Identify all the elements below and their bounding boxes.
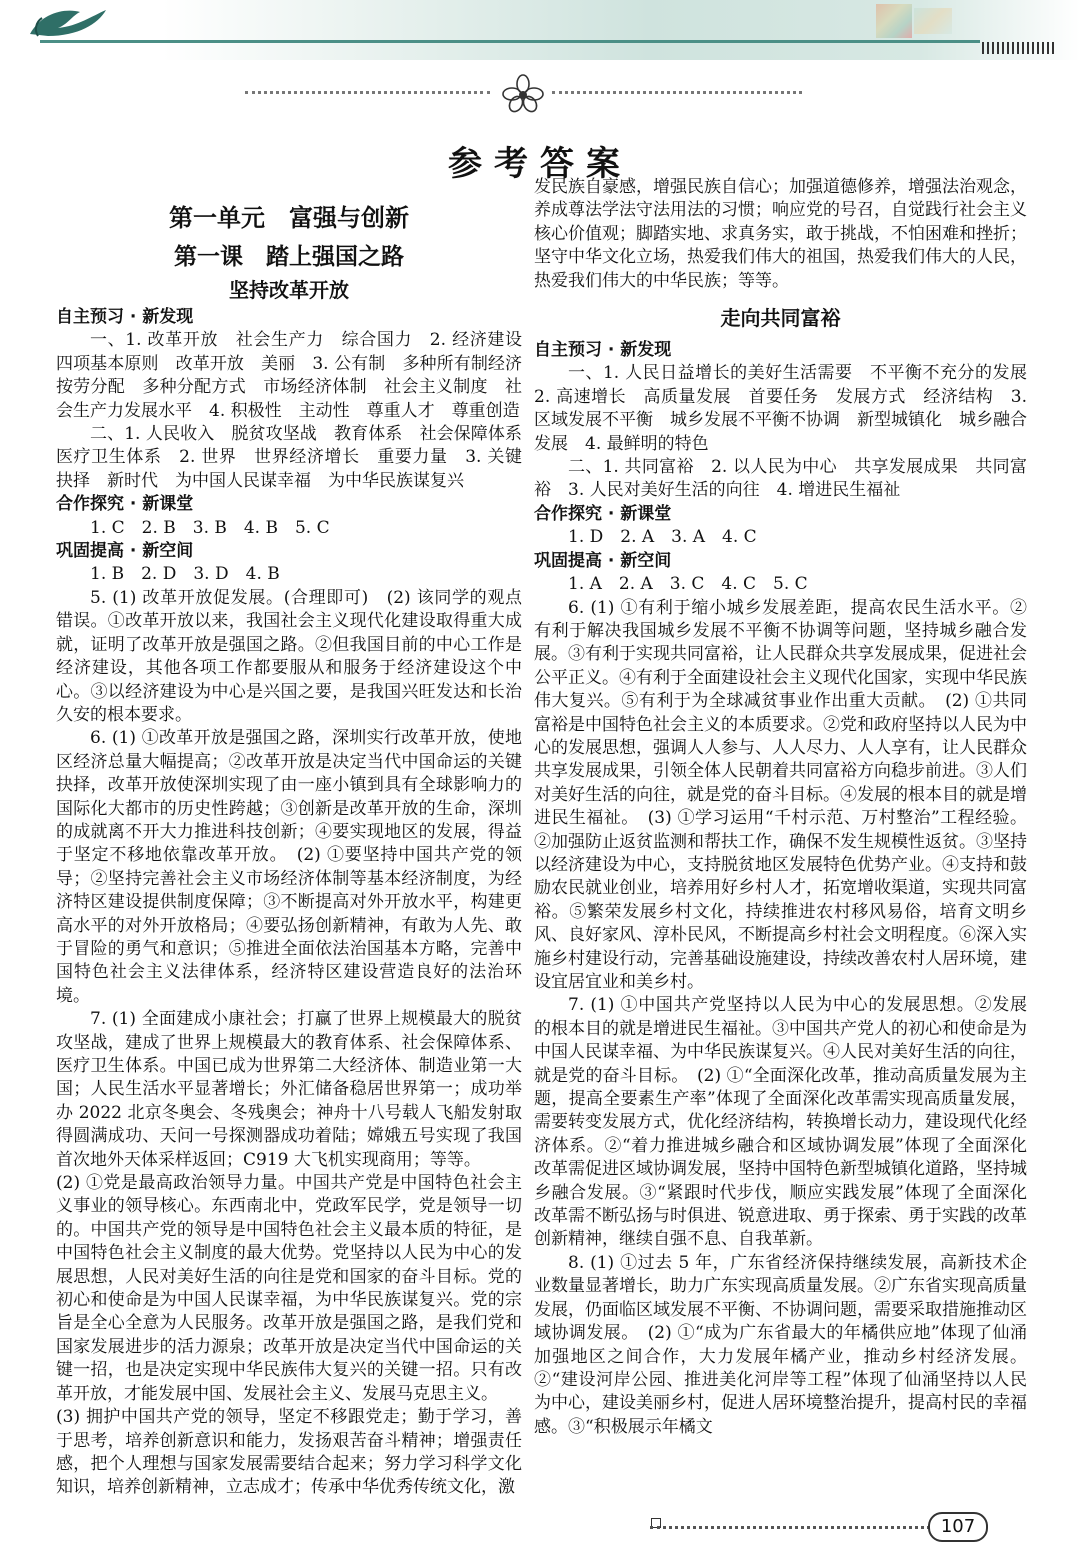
section-consolidation: 巩固提高 · 新空间 (56, 541, 194, 562)
flower-ornament-icon (500, 74, 546, 114)
answer-paragraph: 二、1. 共同富裕 2. 以人民为中心 共享发展成果 共同富裕 3. 人民对美好生活的向往 4. 增进民生福祉 (534, 457, 1027, 501)
right-column (534, 176, 1044, 1439)
left-column (56, 196, 539, 1500)
answer-paragraph: 一、1. 改革开放 社会生产力 综合国力 2. 经济建设 四项基本原则 改革开放 美丽 3. 公有制 多种所有制经济 按劳分配 多种分配方式 市场经济体制 社会主义制度 社会生产力发展水平 4. 积极性 主动性 尊重人才 尊重创造 (56, 330, 539, 421)
section-consolidation: 巩固提高 · 新空间 (534, 550, 672, 571)
title-ornament-right (552, 91, 802, 98)
section-preview: 自主预习 · 新发现 (534, 340, 672, 361)
header-barcode-decoration (982, 42, 1056, 54)
answer-paragraph: 发民族自豪感，增强民族自信心；加强道德修养，增强法治观念，养成尊法学法守法用法的习惯；响应党的号召，自觉践行社会主义核心价值观；脚踏实地、求真务实，敢于挑战，不怕困难和挫折；坚守中华文化立场，热爱我们伟大的祖国，热爱我们伟大的人民，热爱我们伟大的中华民族；等等。 (534, 177, 1027, 291)
answer-paragraph: 5. (1) 改革开放促发展。(合理即可) (2) 该同学的观点错误。①改革开放以来，我国社会主义现代化建设取得重大成就，证明了改革开放是强国之路。②但我国目前的中心工作是经济建设，其他各项工作都要服从和服务于经济建设这个中心。③以经济建设为中心是兴国之要，是我国兴旺发达和长治久安的根本要求。 (56, 587, 522, 725)
answer-paragraph: 1. D 2. A 3. A 4. C (568, 527, 757, 548)
answer-paragraph: 6. (1) ①改革开放是强国之路，深圳实行改革开放，使地区经济总量大幅提高；②改革开放是决定当代中国命运的关键抉择，改革开放使深圳实现了由一座小镇到具有全球影响力的国际化大都市的历史性跨越；③创新是改革开放的生命，深圳的成就离不开大力推进科技创新；④要实现地区的发展，得益于坚定不移地依靠改革开放。 (2) ①要坚持中国共产党的领导；②坚持完善社会主义市场经济体制等基本经济制度，为经济特区建设提供制度保障；③不断提高对外开放水平，构建更高水平的对外开放格局；④要弘扬创新精神，有敢为人先、敢于冒险的勇气和意识；⑤推进全面依法治国基本方略，完善中国特色社会主义法律体系，经济特区建设营造良好的法治环境。 (56, 728, 522, 1006)
header-photo-decoration (876, 4, 912, 38)
unit-title: 第一单元 富强与创新 (169, 203, 409, 232)
answer-paragraph: 8. (1) ①过去 5 年，广东省经济保持继续发展，高新技术企业数量显著增长，助力广东实现高质量发展。②广东省实现高质量发展，仍面临区域发展不平衡、不协调问题，需要采取措施推动区域协调发展。 (2) ①“成为广东省最大的年橘供应地”体现了仙涌加强地区之间合作，大力发展年橘产业，推动乡村经济发展。②“建设河岸公园、推进美化河岸等工程”体现了仙涌坚持以人民为中心，建设美丽乡村，促进人居环境整治提升，提高村民的幸福感。③“积极展示年橘文 (534, 1252, 1027, 1437)
section-preview: 自主预习 · 新发现 (56, 307, 194, 327)
section-cooperation: 合作探究 · 新课堂 (534, 503, 672, 524)
header-leaf-icon (28, 6, 108, 40)
footer-dotted-rule (650, 1526, 930, 1529)
title-ornament-left (245, 91, 490, 98)
answer-paragraph: 1. A 2. A 3. C 4. C 5. C (568, 574, 808, 595)
answer-paragraph: 1. B 2. D 3. D 4. B (90, 564, 280, 585)
topic-title-prosperity: 走向共同富裕 (720, 306, 841, 331)
answer-paragraph: 一、1. 人民日益增长的美好生活需要 不平衡不充分的发展 2. 高速增长 高质量发展 首要任务 发展方式 经济结构 3. 区域发展不平衡 城乡发展不平衡不协调 新型城镇化 城乡融合发展 4. 最鲜明的特色 (534, 363, 1044, 454)
header-pattern-decoration (914, 8, 952, 34)
page-title: 参考答案 (448, 144, 632, 184)
lesson-title: 第一课 踏上强国之路 (174, 243, 404, 270)
answer-paragraph: (2) ①党是最高政治领导力量。中国共产党是中国特色社会主义事业的领导核心。东西南北中，党政军民学，党是领导一切的。中国共产党的领导是中国特色社会主义最本质的特征，是中国特色社会主义制度的最大优势。党坚持以人民为中心的发展思想，人民对美好生活的向往是党和国家的奋斗目标。党的初心和使命是为中国人民谋幸福，为中华民族谋复兴。党的宗旨是全心全意为人民服务。改革开放是强国之路，是我们党和国家发展进步的活力源泉；改革开放是决定当代中国命运的关键一招，也是决定实现中华民族伟大复兴的关键一招。只有改革开放，才能发展中国、发展社会主义、发展马克思主义。 (56, 1173, 522, 1404)
answer-paragraph: 二、1. 人民收入 脱贫攻坚战 教育体系 社会保障体系 医疗卫生体系 2. 世界 世界经济增长 重要力量 3. 关键抉择 新时代 为中国人民谋幸福 为中华民族谋复兴 (56, 424, 539, 491)
topic-title-reform: 坚持改革开放 (229, 278, 349, 302)
answer-paragraph: 1. C 2. B 3. B 4. B 5. C (90, 517, 330, 538)
answer-paragraph: (3) 拥护中国共产党的领导，坚定不移跟党走；勤于学习，善于思考，培养创新意识和能力，发扬艰苦奋斗精神；增强责任感，把个人理想与国家发展需要结合起来；努力学习科学文化知识，培养创新精神，立志成才；传承中华优秀传统文化，激 (56, 1407, 522, 1498)
page-number: 107 (928, 1512, 988, 1542)
answer-paragraph: 7. (1) 全面建成小康社会；打赢了世界上规模最大的脱贫攻坚战，建成了世界上规模最大的教育体系、社会保障体系、医疗卫生体系。中国已成为世界第二大经济体、制造业第一大国；人民生活水平显著增长；外汇储备稳居世界第一；成功举办 2022 北京冬奥会、冬残奥会；神舟十八号载人飞船发射取得圆满成功、天问一号探测器成功着陆；嫦娥五号实现了我国首次地外天体采样返回；C919 大飞机实现商用；等等。 (56, 1009, 522, 1170)
section-cooperation: 合作探究 · 新课堂 (56, 494, 194, 515)
answer-paragraph: 7. (1) ①中国共产党坚持以人民为中心的发展思想。②发展的根本目的就是增进民生福祉。③中国共产党人的初心和使命是为中国人民谋幸福、为中华民族谋复兴。④人民对美好生活的向往，就是党的奋斗目标。 (2) ①“全面深化改革，推动高质量发展为主题，提高全要素生产率”体现了全面深化改革需实现高质量发展，需要转变发展方式，优化经济结构，转换增长动力，建设现代化经济体系。②“着力推进城乡融合和区域协调发展”体现了全面深化改革需促进区域协调发展，坚持中国特色新型城镇化道路，坚持城乡融合发展。③“紧跟时代步伐，顺应实践发展”体现了全面深化改革需不断弘扬与时俱进、锐意进取、勇于探索、勇于实践的改革创新精神，继续自强不息、自我革新。 (534, 995, 1027, 1250)
header-rule (40, 40, 980, 43)
answer-paragraph: 6. (1) ①有利于缩小城乡发展差距，提高农民生活水平。②有利于解决我国城乡发展不平衡不协调等问题，坚持城乡融合发展。③有利于实现共同富裕，让人民群众共享发展成果，促进社会公平正义。④有利于全面建设社会主义现代化国家，实现中华民族伟大复兴。⑤有利于为全球减贫事业作出重大贡献。 (2) ①共同富裕是中国特色社会主义的本质要求。②党和政府坚持以人民为中心的发展思想，强调人人参与、人人尽力、人人享有，让人民群众共享发展成果，引领全体人民朝着共同富裕方向稳步前进。③人们对美好生活的向往，就是党的奋斗目标。④发展的根本目的就是增进民生福祉。 (3) ①学习运用“千村示范、万村整治”工程经验。②加强防止返贫监测和帮扶工作，确保不发生规模性返贫。③坚持以经济建设为中心，支持脱贫地区发展特色优势产业。④支持和鼓励农民就业创业，培养用好乡村人才，拓宽增收渠道，实现共同富裕。⑤繁荣发展乡村文化，持续推进农村移风易俗，培育文明乡风、良好家风、淳朴民风，不断提高乡村社会文明程度。⑥深入实施乡村建设行动，完善基础设施建设，持续改善农村人居环境，建设宜居宜业和美乡村。 (534, 597, 1027, 992)
